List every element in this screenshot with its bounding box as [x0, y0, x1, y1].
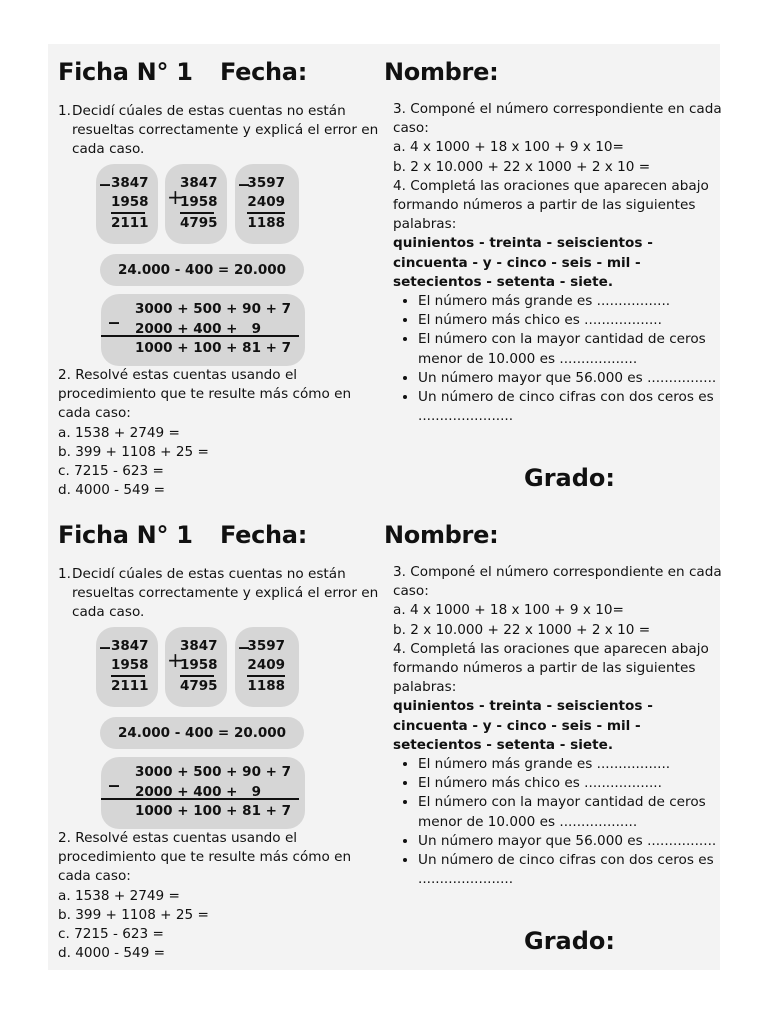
question-2-text: 2. Resolvé estas cuentas usando el procedimiento que te resulte más cómo en cada caso:: [58, 830, 352, 885]
question-3-text: 3. Componé el número correspondiente en cada caso:: [393, 564, 722, 600]
questions-3-4: [393, 563, 723, 889]
question-1-number: 1.: [58, 103, 71, 119]
question-2-text: 2. Resolvé estas cuentas usando el procedimiento que te resulte más cómo en cada caso:: [58, 367, 352, 422]
question-2-item: b. 399 + 1108 + 25 =: [58, 906, 209, 923]
calc-3: [247, 637, 285, 696]
questions-3-4: [393, 100, 723, 426]
big-calc-row1: 3000 + 500 + 90 + 7: [135, 764, 292, 780]
sentence-item: • El número con la mayor cantidad de ceros menor de 10.000 es ..................: [418, 793, 723, 831]
calc-3-a: 3597: [247, 638, 285, 654]
question-2-item: c. 7215 - 623 =: [58, 463, 164, 480]
calc-1-a: 3847: [111, 175, 149, 191]
question-1: [58, 565, 388, 623]
question-1-number: 1.: [58, 566, 71, 582]
question-1: [58, 102, 388, 160]
big-calc-row1: 3000 + 500 + 90 + 7: [135, 301, 292, 317]
calc-2-a: 3847: [180, 175, 218, 191]
sentence-item: • Un número mayor que 56.000 es ................: [418, 832, 723, 851]
big-calc: [135, 300, 291, 359]
calc-card-2: [165, 164, 227, 244]
big-calc-box: [101, 294, 305, 366]
calc-1: [111, 637, 149, 696]
calc-3: [247, 174, 285, 233]
sentence-list: [393, 292, 723, 426]
nombre-label: Nombre:: [384, 58, 499, 86]
calc-2-b: 1958: [180, 193, 214, 214]
calc-1-result: 2111: [111, 215, 149, 231]
calc-3-b: 2409: [247, 193, 285, 214]
question-1-text: Decidí cúales de estas cuentas no están resueltas correctamente y explicá el error en cada caso.: [72, 103, 379, 158]
question-4-text: 4. Completá las oraciones que aparecen abajo formando números a partir de las siguientes palabras:: [393, 177, 709, 233]
calc-card-2: [165, 627, 227, 707]
calc-3-result: 1188: [247, 215, 285, 231]
calc-2: [180, 637, 218, 696]
worksheet-bottom: [48, 507, 720, 970]
calc-1-a: 3847: [111, 638, 149, 654]
big-calc-row2: 2000 + 400 + 9: [135, 783, 261, 800]
question-2-item: c. 7215 - 623 =: [58, 926, 164, 943]
question-4-text: 4. Completá las oraciones que aparecen abajo formando números a partir de las siguientes palabras:: [393, 640, 709, 696]
calc-1: [111, 174, 149, 233]
sentence-list: [393, 755, 723, 889]
minus-sign: _: [109, 763, 119, 787]
calc-1-result: 2111: [111, 678, 149, 694]
calc-2-b: 1958: [180, 656, 214, 677]
calc-2-result: 4795: [180, 678, 218, 694]
question-3-text: 3. Componé el número correspondiente en cada caso:: [393, 101, 722, 137]
big-calc-result: 1000 + 100 + 81 + 7: [135, 340, 292, 356]
equation-box: 24.000 - 400 = 20.000: [100, 717, 304, 749]
fecha-label: Fecha:: [220, 521, 308, 549]
question-1-text: Decidí cúales de estas cuentas no están resueltas correctamente y explicá el error en cada caso.: [72, 566, 379, 621]
question-3-item: a. 4 x 1000 + 18 x 100 + 9 x 10=: [393, 139, 624, 156]
calc-2: [180, 174, 218, 233]
word-list: quinientos - treinta - seiscientos - cincuenta - y - cinco - seis - mil - setecientos - setenta - siete.: [393, 698, 653, 753]
ficha-title: Ficha N° 1: [58, 521, 193, 549]
question-2-item: a. 1538 + 2749 =: [58, 887, 180, 904]
fecha-label: Fecha:: [220, 58, 308, 86]
calc-card-1: [96, 164, 158, 244]
equation-box: 24.000 - 400 = 20.000: [100, 254, 304, 286]
question-2-item: a. 1538 + 2749 =: [58, 424, 180, 441]
big-calc-result: 1000 + 100 + 81 + 7: [135, 803, 292, 819]
calc-card-1: [96, 627, 158, 707]
question-2-item: b. 399 + 1108 + 25 =: [58, 443, 209, 460]
question-3-item: b. 2 x 10.000 + 22 x 1000 + 2 x 10 =: [393, 158, 651, 175]
grado-label: Grado:: [524, 927, 615, 955]
question-3-item: a. 4 x 1000 + 18 x 100 + 9 x 10=: [393, 602, 624, 619]
question-3-item: b. 2 x 10.000 + 22 x 1000 + 2 x 10 =: [393, 621, 651, 638]
grado-label: Grado:: [524, 464, 615, 492]
calc-1-b: 1958: [111, 193, 145, 214]
calc-card-3: [235, 627, 299, 707]
sentence-item: • El número más chico es ..................: [418, 774, 723, 793]
calc-3-a: 3597: [247, 175, 285, 191]
question-2: [58, 366, 378, 500]
minus-sign: _: [100, 162, 110, 186]
sentence-item: • Un número de cinco cifras con dos ceros es ......................: [418, 851, 723, 889]
question-2: [58, 829, 378, 963]
worksheet-top: [48, 44, 720, 507]
minus-sign: _: [100, 625, 110, 649]
word-list: quinientos - treinta - seiscientos - cincuenta - y - cinco - seis - mil - setecientos - setenta - siete.: [393, 235, 653, 290]
sentence-item: • El número más grande es .................: [418, 292, 723, 311]
sentence-item: • El número más chico es ..................: [418, 311, 723, 330]
question-2-item: d. 4000 - 549 =: [58, 945, 166, 962]
ficha-title: Ficha N° 1: [58, 58, 193, 86]
nombre-label: Nombre:: [384, 521, 499, 549]
minus-sign: _: [239, 162, 249, 186]
question-2-item: d. 4000 - 549 =: [58, 482, 166, 499]
calc-3-b: 2409: [247, 656, 285, 677]
minus-sign: _: [239, 625, 249, 649]
sentence-item: • Un número mayor que 56.000 es ................: [418, 369, 723, 388]
calc-card-3: [235, 164, 299, 244]
big-calc-box: [101, 757, 305, 829]
calc-1-b: 1958: [111, 656, 145, 677]
calc-2-result: 4795: [180, 215, 218, 231]
minus-sign: _: [109, 300, 119, 324]
sentence-item: • El número con la mayor cantidad de ceros menor de 10.000 es ..................: [418, 330, 723, 368]
plus-sign: +: [167, 648, 184, 672]
worksheet-page: [48, 44, 720, 970]
calc-3-result: 1188: [247, 678, 285, 694]
sentence-item: • Un número de cinco cifras con dos ceros es ......................: [418, 388, 723, 426]
plus-sign: +: [167, 185, 184, 209]
sentence-item: • El número más grande es .................: [418, 755, 723, 774]
calc-2-a: 3847: [180, 638, 218, 654]
big-calc-row2: 2000 + 400 + 9: [135, 320, 261, 337]
big-calc: [135, 763, 291, 822]
